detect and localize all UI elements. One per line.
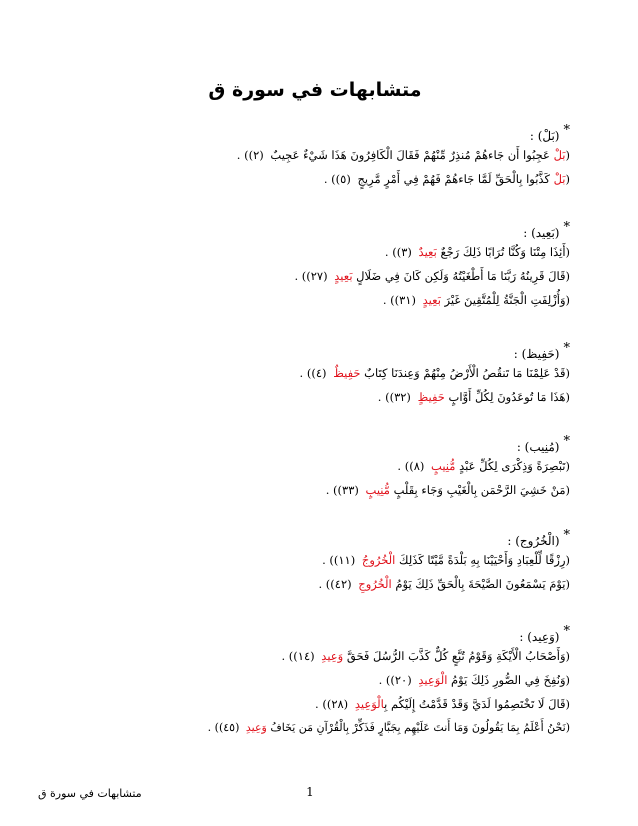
verse-list [200, 143, 570, 191]
verse-number: (٤٢)) . [318, 577, 352, 591]
verse-number: (٤)) . [299, 366, 327, 380]
verse-number: (٣١)) . [382, 293, 416, 307]
asterisk-icon: * [563, 341, 570, 356]
highlighted-word: الْوَعِيدِ [354, 697, 385, 711]
footer-title: متشابهات في سورة ق [38, 787, 142, 800]
verse-line: (بَلْ عَجِبُوا أَن جَاءهُمْ مُنذِرٌ مِّنْهُمْ فَقَالَ الْكَافِرُونَ هَذَا شَيْءٌ عَجِيبٌ (٢)) . [236, 148, 570, 162]
section-hafeez [200, 339, 570, 409]
verse-number: (٢٧)) . [294, 269, 328, 283]
verse-number: (٣)) . [384, 245, 412, 259]
verse-line: (هَذَا مَا تُوعَدُونَ لِكُلِّ أَوَّابٍ حَفِيظٍ (٣٢)) . [377, 390, 570, 404]
highlighted-word: بَعِيدٍ [334, 269, 353, 283]
verse-list [200, 548, 570, 596]
section-heading [200, 339, 570, 359]
verse-number: (٢٨)) . [315, 697, 349, 711]
verse-line: (يَوْمَ يَسْمَعُونَ الصَّيْحَةَ بِالْحَقِّ ذَلِكَ يَوْمُ الْخُرُوجِ (٤٢)) . [318, 577, 570, 591]
highlighted-word: حَفِيظٍ [417, 390, 445, 404]
verse-list [200, 644, 570, 740]
highlighted-word: الْوَعِيدِ [418, 673, 448, 687]
verse-line: (قَالَ لَا تَخْتَصِمُوا لَدَيَّ وَقَدْ قَدَّمْتُ إِلَيْكُم بِالْوَعِيدِ (٢٨)) . [315, 697, 570, 711]
verse-line: (رِزْقًا لِّلْعِبَادِ وَأَحْيَيْنَا بِهِ بَلْدَةً مَّيْتًا كَذَلِكَ الْخُرُوجُ (١١)) . [322, 553, 570, 567]
verse-line: (أَئِذَا مِتْنَا وَكُنَّا تُرَابًا ذَلِكَ رَجْعٌ بَعِيدٌ (٣)) . [384, 245, 570, 259]
verse-number: (١٤)) . [281, 649, 315, 663]
section-baeed [200, 218, 570, 312]
section-bal [200, 121, 570, 191]
section-heading [200, 432, 570, 452]
section-heading-text: (بَلْ) : [529, 129, 560, 143]
asterisk-icon: * [563, 434, 570, 449]
verse-number: (١١)) . [322, 553, 356, 567]
highlighted-word: وَعِيدِ [245, 721, 267, 734]
verse-number: (٢٠)) . [378, 673, 412, 687]
verse-number: (٣٣)) . [325, 483, 359, 497]
section-khurooj [200, 526, 570, 596]
verse-line: (وَأُزْلِفَتِ الْجَنَّةُ لِلْمُتَّقِينَ غَيْرَ بَعِيدٍ (٣١)) . [382, 293, 570, 307]
verse-line: (وَأَصْحَابُ الْأَيْكَةِ وَقَوْمُ تُبَّعٍ كُلٌّ كَذَّبَ الرُّسُلَ فَحَقَّ وَعِيدِ (١٤)) . [281, 649, 570, 663]
asterisk-icon: * [563, 624, 570, 639]
highlighted-word: بَعِيدٍ [422, 293, 441, 307]
verse-list [200, 361, 570, 409]
verse-line: (وَنُفِخَ فِي الصُّورِ ذَلِكَ يَوْمُ الْوَعِيدِ (٢٠)) . [378, 673, 570, 687]
section-heading-text: (وَعِيد) : [519, 630, 560, 644]
verse-number: (٥)) . [323, 172, 351, 186]
section-heading [200, 218, 570, 238]
verse-list [200, 454, 570, 502]
verse-line: (مَنْ خَشِيَ الرَّحْمَن بِالْغَيْبِ وَجَاء بِقَلْبٍ مُّنِيبٍ (٣٣)) . [325, 483, 570, 497]
verse-number: (٨)) . [397, 459, 425, 473]
section-heading-text: (مُنِيب) : [516, 440, 560, 454]
highlighted-word: الْخُرُوجُ [361, 553, 396, 567]
section-heading [200, 121, 570, 141]
section-heading-text: (بَعِيد) : [523, 226, 560, 240]
asterisk-icon: * [563, 123, 570, 138]
section-heading [200, 622, 570, 642]
asterisk-icon: * [563, 220, 570, 235]
highlighted-word: حَفِيظٌ [333, 366, 361, 380]
highlighted-word: بَعِيدٌ [418, 245, 437, 259]
section-muneeb [200, 432, 570, 502]
verse-list [200, 240, 570, 312]
verse-number: (٣٢)) . [377, 390, 411, 404]
section-heading [200, 526, 570, 546]
highlighted-word: مُّنِيبٍ [431, 459, 456, 473]
highlighted-word: مُّنِيبٍ [365, 483, 390, 497]
verse-line: (نَحْنُ أَعْلَمُ بِمَا يَقُولُونَ وَمَا أَنتَ عَلَيْهِم بِجَبَّارٍ فَذَكِّرْ بِالْقُرْآنِ مَن يَخَافُ وَعِيدِ (٤٥)) . [207, 721, 570, 734]
section-heading-text: (الْخُرُوج) : [507, 534, 560, 548]
verse-line: (بَلْ كَذَّبُوا بِالْحَقِّ لَمَّا جَاءهُمْ فَهُمْ فِي أَمْرٍ مَّرِيجٍ (٥)) . [323, 172, 570, 186]
highlighted-word: بَلْ [553, 172, 566, 186]
verse-line: (قَدْ عَلِمْنَا مَا تَنقُصُ الْأَرْضُ مِنْهُمْ وَعِندَنَا كِتَابٌ حَفِيظٌ (٤)) . [299, 366, 570, 380]
verse-number: (٤٥)) . [207, 721, 240, 734]
section-heading-text: (حَفِيظ) : [513, 347, 560, 361]
section-waeed [200, 622, 570, 740]
highlighted-word: بَلْ [553, 148, 566, 162]
verse-line: (قَالَ قَرِينُهُ رَبَّنَا مَا أَطْغَيْتُهُ وَلَكِن كَانَ فِي ضَلَالٍ بَعِيدٍ (٢٧)) . [294, 269, 570, 283]
highlighted-word: وَعِيدِ [321, 649, 344, 663]
verse-number: (٢)) . [236, 148, 264, 162]
page-number: 1 [306, 785, 314, 799]
asterisk-icon: * [563, 528, 570, 543]
highlighted-word: الْخُرُوجِ [358, 577, 392, 591]
page-title: متشابهات في سورة ق [208, 79, 422, 101]
verse-line: (تَبْصِرَةً وَذِكْرَى لِكُلِّ عَبْدٍ مُّنِيبٍ (٨)) . [397, 459, 570, 473]
